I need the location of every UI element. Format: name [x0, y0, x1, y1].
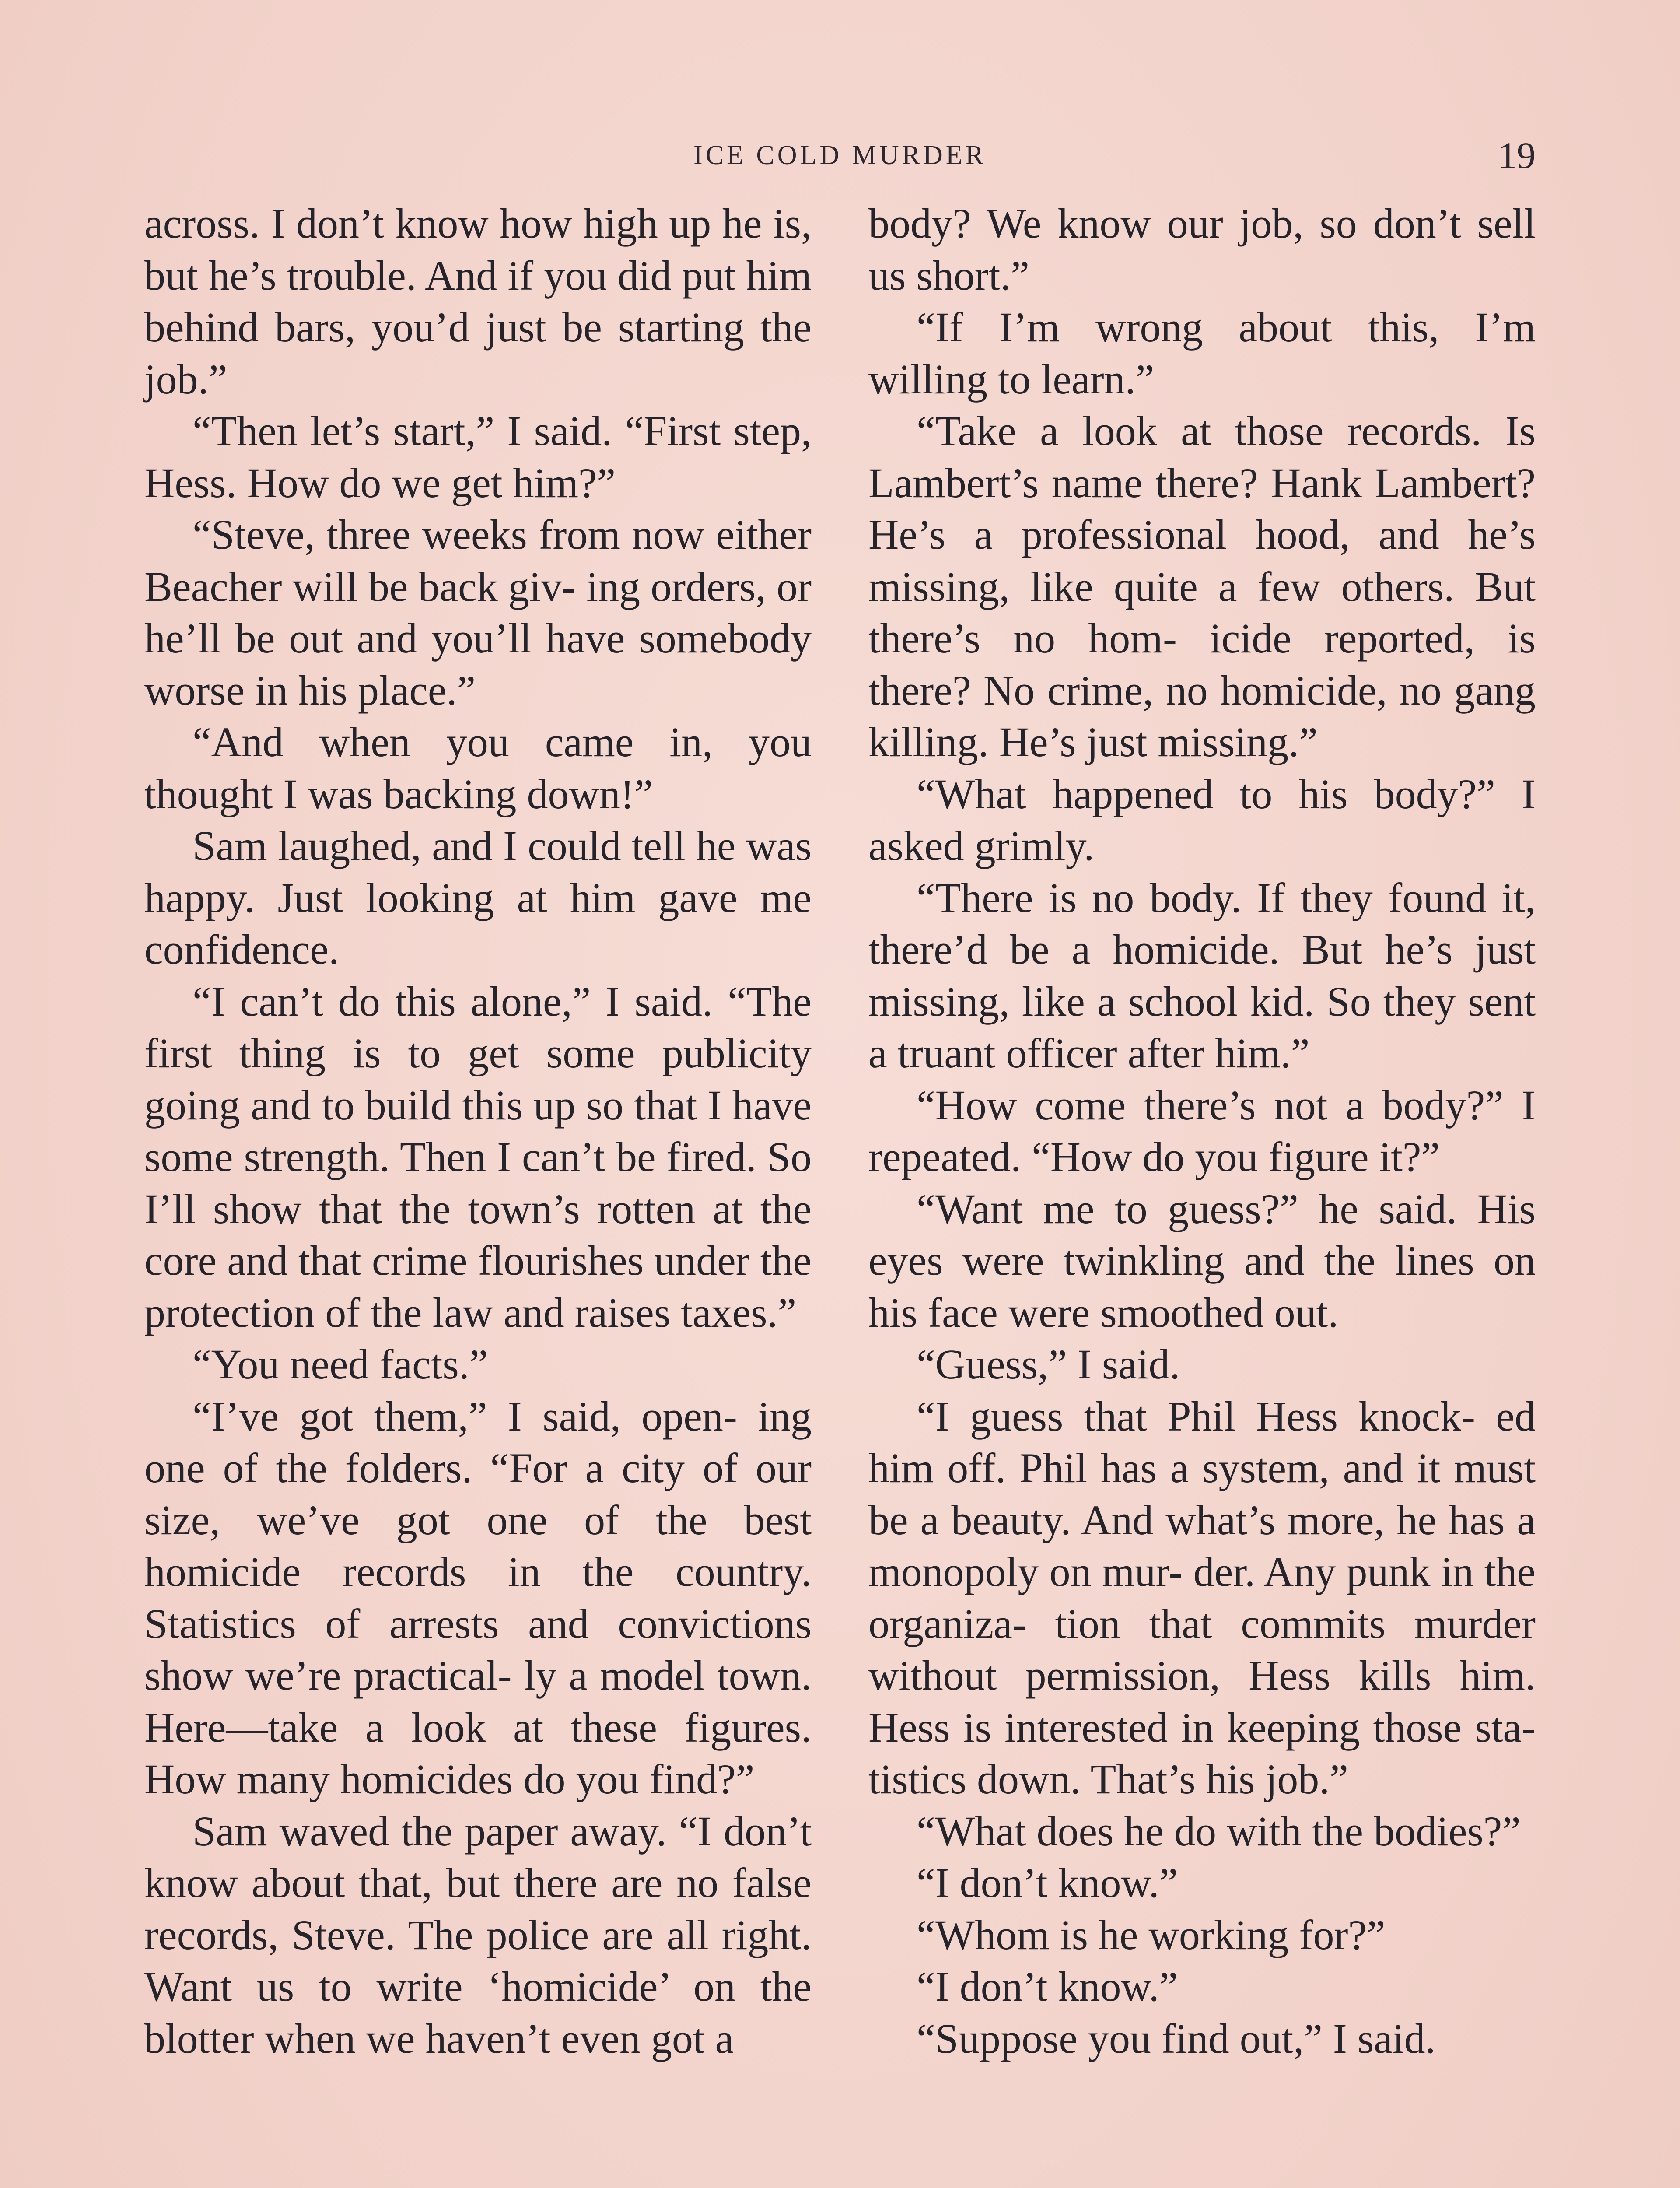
paragraph: “Steve, three weeks from now either Beacher will be back giv- ing orders, or he’ll be out and you’ll have somebody worse in his place.”: [144, 511, 812, 714]
paragraph: across. I don’t know how high up he is, but he’s trouble. And if you did put him behind bars, you’d just be starting the job.”: [144, 200, 812, 403]
paragraph: Sam laughed, and I could tell he was happy. Just looking at him gave me confidence.: [144, 822, 812, 973]
paragraph: “And when you came in, you thought I was backing down!”: [144, 719, 812, 817]
left-text-column: [144, 198, 812, 2065]
running-title: ICE COLD MURDER: [693, 140, 987, 170]
paragraph: body? We know our job, so don’t sell us short.”: [868, 200, 1536, 299]
paragraph: “I can’t do this alone,” I said. “The first thing is to get some publicity going and to build this up so that I have some strength. Then I can’t be fired. So I’ll show that the town’s rotten at the core and that crime flourishes under the protection of the law and raises taxes.”: [144, 978, 812, 1336]
page-number: 19: [1498, 134, 1536, 176]
paragraph: “Suppose you find out,” I said.: [917, 2015, 1436, 2062]
paragraph: “How come there’s not a body?” I repeated. “How do you figure it?”: [868, 1081, 1536, 1180]
paragraph: “Guess,” I said.: [917, 1341, 1180, 1388]
paragraph: “I’ve got them,” I said, open- ing one of the folders. “For a city of our size, we’ve got one of the best homicide records in the country. Statistics of arrests and convictions show we’re practical- ly a model town. Here—take a look at these figures. How many homicides do you find?”: [144, 1392, 812, 1802]
paragraph: “There is no body. If they found it, there’d be a homicide. But he’s just missing, like a school kid. So they sent a truant officer after him.”: [868, 874, 1536, 1076]
paragraph: “If I’m wrong about this, I’m willing to learn.”: [868, 304, 1536, 403]
paragraph: Sam waved the paper away. “I don’t know about that, but there are no false records, Steve. The police are all right. Want us to write ‘homicide’ on the blotter when we haven’t even got a: [144, 1807, 812, 2062]
paragraph: “Whom is he working for?”: [917, 1911, 1386, 1958]
paragraph: “Then let’s start,” I said. “First step, Hess. How do we get him?”: [144, 407, 812, 506]
paragraph: “You need facts.”: [192, 1341, 488, 1388]
paragraph: “I don’t know.”: [917, 1963, 1178, 2010]
paragraph: “Take a look at those records. Is Lambert’s name there? Hank Lambert? He’s a professional hood, and he’s missing, like quite a few others. But there’s no hom- icide reported, is there? No crime, no homicide, no gang killing. He’s just missing.”: [868, 407, 1536, 765]
paragraph: “What happened to his body?” I asked grimly.: [868, 770, 1536, 869]
paragraph: “What does he do with the bodies?”: [917, 1807, 1521, 1855]
right-text-column: [868, 198, 1536, 2065]
paragraph: “I guess that Phil Hess knock- ed him off. Phil has a system, and it must be a beauty. And what’s more, he has a monopoly on mur- der. Any punk in the organiza- tion that commits murder without permission, Hess kills him. Hess is interested in keeping those sta- tistics down. That’s his job.”: [868, 1392, 1536, 1802]
paragraph: “I don’t know.”: [917, 1859, 1178, 1906]
page-header: [144, 131, 1536, 179]
paragraph: “Want me to guess?” he said. His eyes were twinkling and the lines on his face were smoothed out.: [868, 1185, 1536, 1336]
